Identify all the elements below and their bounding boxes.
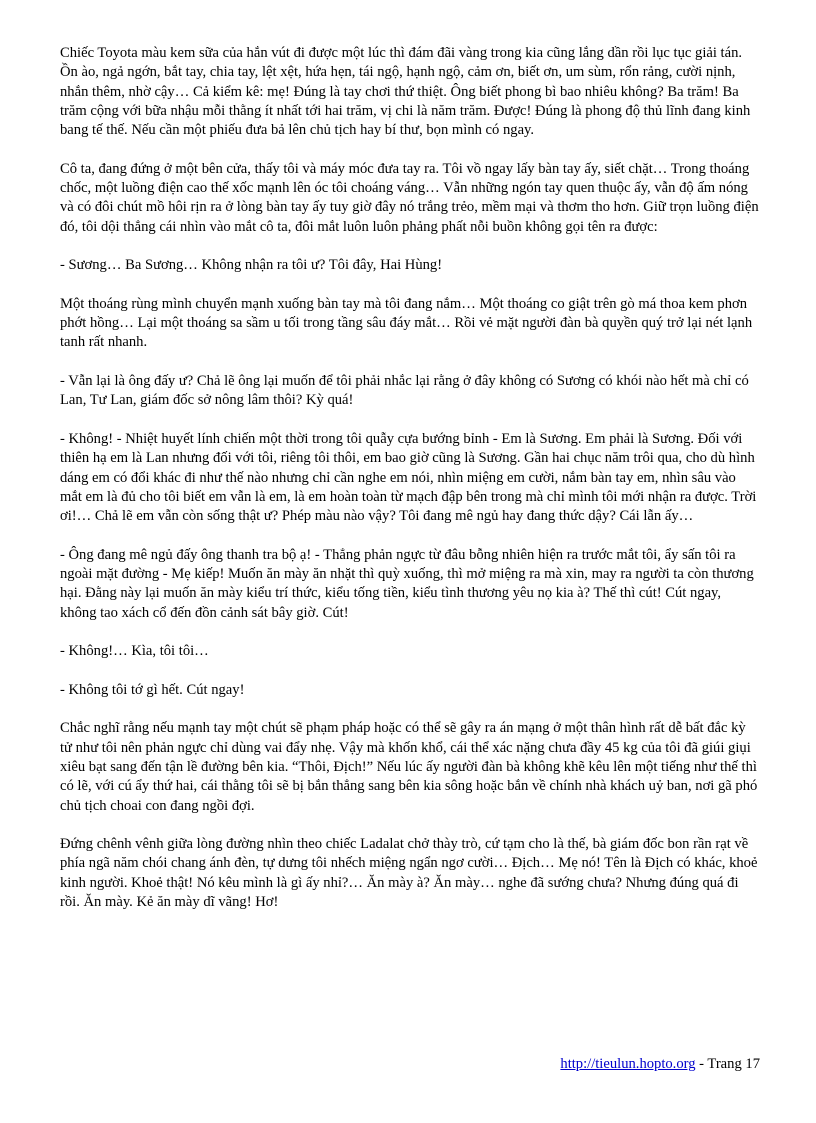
page-body <box>60 44 760 932</box>
paragraph: - Sương… Ba Sương… Không nhận ra tôi ư? Tôi đây, Hai Hùng! <box>60 257 443 274</box>
paragraph: - Không!… Kìa, tôi tôi… <box>60 643 209 660</box>
paragraph: Một thoáng rùng mình chuyển mạnh xuống bàn tay mà tôi đang nắm… Một thoáng co giật trên gò má thoa kem phơn phớt hồng… Lại một thoáng sa sầm u tối trong tầng sâu đáy mắt… Rồi vẻ mặt người đàn bà quyền quý trở lại nét lạnh tanh rất nhanh. <box>60 295 753 351</box>
paragraph: Chiếc Toyota màu kem sữa của hắn vút đi được một lúc thì đám đãi vàng trong kia cũng lắng dần rồi lục tục giải tán. Ồn ào, ngả ngớn, bắt tay, chia tay, lệt xệt, hứa hẹn, tái ngộ, hạnh ngộ, cảm ơn, biết ơn, um sùm, rổn rảng, cười nịnh, nhắn thêm, nhờ cậy… Cả kiểm kê: mẹ! Đúng là tay chơi thứ thiệt. Ông biết phong bì bao nhiêu không? Ba trăm! Ba trăm cộng với bữa nhậu mỗi thằng ít nhất tới hai trăm, vị chi là năm trăm. Được! Đúng là phong độ thủ lĩnh đang kinh bang tế thế. Nếu cần một phiếu đưa bả lên chủ tịch hay bí thư, bọn mình có ngay. <box>60 45 751 139</box>
paragraph: - Ông đang mê ngủ đấy ông thanh tra bộ ạ! - Thẳng phản ngực từ đâu bỗng nhiên hiện ra trước mắt tôi, ẩy sấn tôi ra ngoài mặt đường - Mẹ kiếp! Muốn ăn mày ăn nhặt thì quỳ xuống, thì mở miệng ra mà xin, may ra người ta còn thương hại. Đằng này lại muốn ăn mày kiểu trí thức, kiểu tống tiền, kiểu tình thương yêu nọ kia à? Thế thì cút! Cút ngay, không tao xách cổ đến đồn cảnh sát bây giờ. Cút! <box>60 546 754 621</box>
paragraph: Đứng chênh vênh giữa lòng đường nhìn theo chiếc Ladalat chở thày trò, cứ tạm cho là thế, bà giám đốc bon rần rạt về phía ngã năm chói chang ánh đèn, tự dưng tôi nhếch miệng ngẩn ngơ cười… Địch… Mẹ nó! Tên là Địch có khác, khoẻ kinh người. Khoẻ thật! Nó kêu mình là gì ấy nhỉ?… Ăn mày à? Ăn mày… nghe đã sướng chưa? Nhưng đúng quá đi rồi. Ăn mày. Kẻ ăn mày dĩ vãng! Hơ! <box>60 836 758 911</box>
paragraph: Cô ta, đang đứng ở một bên cửa, thấy tôi và máy móc đưa tay ra. Tôi vồ ngay lấy bàn tay ấy, siết chặt… Trong thoáng chốc, một luồng điện cao thế xốc mạnh lên óc tôi choáng váng… Vẫn những ngón tay quen thuộc ấy, vẫn độ ấm nóng và có đôi chút mồ hôi rịn ra ở lòng bàn tay ấy tuy giờ đây nó trắng trẻo, mềm mại và thơm tho hơn. Giữ trọn luồng điện đó, tôi dội thẳng cái nhìn vào mắt cô ta, đôi mắt luôn luôn phảng phất nỗi buồn không gọi tên ra được: <box>60 160 759 235</box>
paragraph: - Không! - Nhiệt huyết lính chiến một thời trong tôi quẫy cựa bướng bỉnh - Em là Sương. Em phải là Sương. Đối với thiên hạ em là Lan nhưng đối với tôi, riêng tôi thôi, em bao giờ cũng là Sương. Gần hai chục năm trôi qua, cho dù hình dáng em có đổi khác đi như thế nào nhưng chỉ cần nghe em nói, nhìn miệng em cười, nắm bàn tay em, nhìn sâu vào mắt em là đủ cho tôi biết em vẫn là em, là em hoàn toàn từ mạch đập bên trong mà chỉ mình tôi mới nhận ra được. Trời ơi!… Chả lẽ em vẫn còn sống thật ư? Phép màu nào vậy? Tôi đang mê ngủ hay đang thức dậy? Cái lẫn ấy… <box>60 430 757 525</box>
paragraph: Chắc nghĩ rằng nếu mạnh tay một chút sẽ phạm pháp hoặc có thể sẽ gây ra án mạng ở một thân hình rất dễ bất đắc kỳ tử như tôi nên phản ngực chỉ dùng vai đẩy nhẹ. Vậy mà khốn khổ, cái thể xác nặng chưa đầy 45 kg của tôi đã giúi giụi xiêu bạt sang đến tận lề đường bên kia. “Thôi, Địch!” Nếu lúc ấy người đàn bà không khẽ kêu lên một tiếng như thế thì có lẽ, với cú ẩy thứ hai, cái thằng tôi sẽ bị bắn thẳng sang bên kia sông hoặc bắn về chính nhà khách uỷ ban, nơi gã phó chủ tịch choai con đang ngồi đợi. <box>60 720 758 814</box>
page-footer <box>60 1056 760 1073</box>
source-link[interactable]: http://tieulun.hopto.org <box>560 1056 696 1072</box>
paragraph: - Vẫn lại là ông đấy ư? Chả lẽ ông lại muốn để tôi phải nhắc lại rằng ở đây không có Sương có khói nào hết mà chỉ có Lan, Tư Lan, giám đốc sở nông lâm thôi? Kỳ quá! <box>60 373 749 409</box>
paragraph: - Không tôi tớ gì hết. Cút ngay! <box>60 681 245 698</box>
page-number: - Trang 17 <box>695 1056 760 1072</box>
